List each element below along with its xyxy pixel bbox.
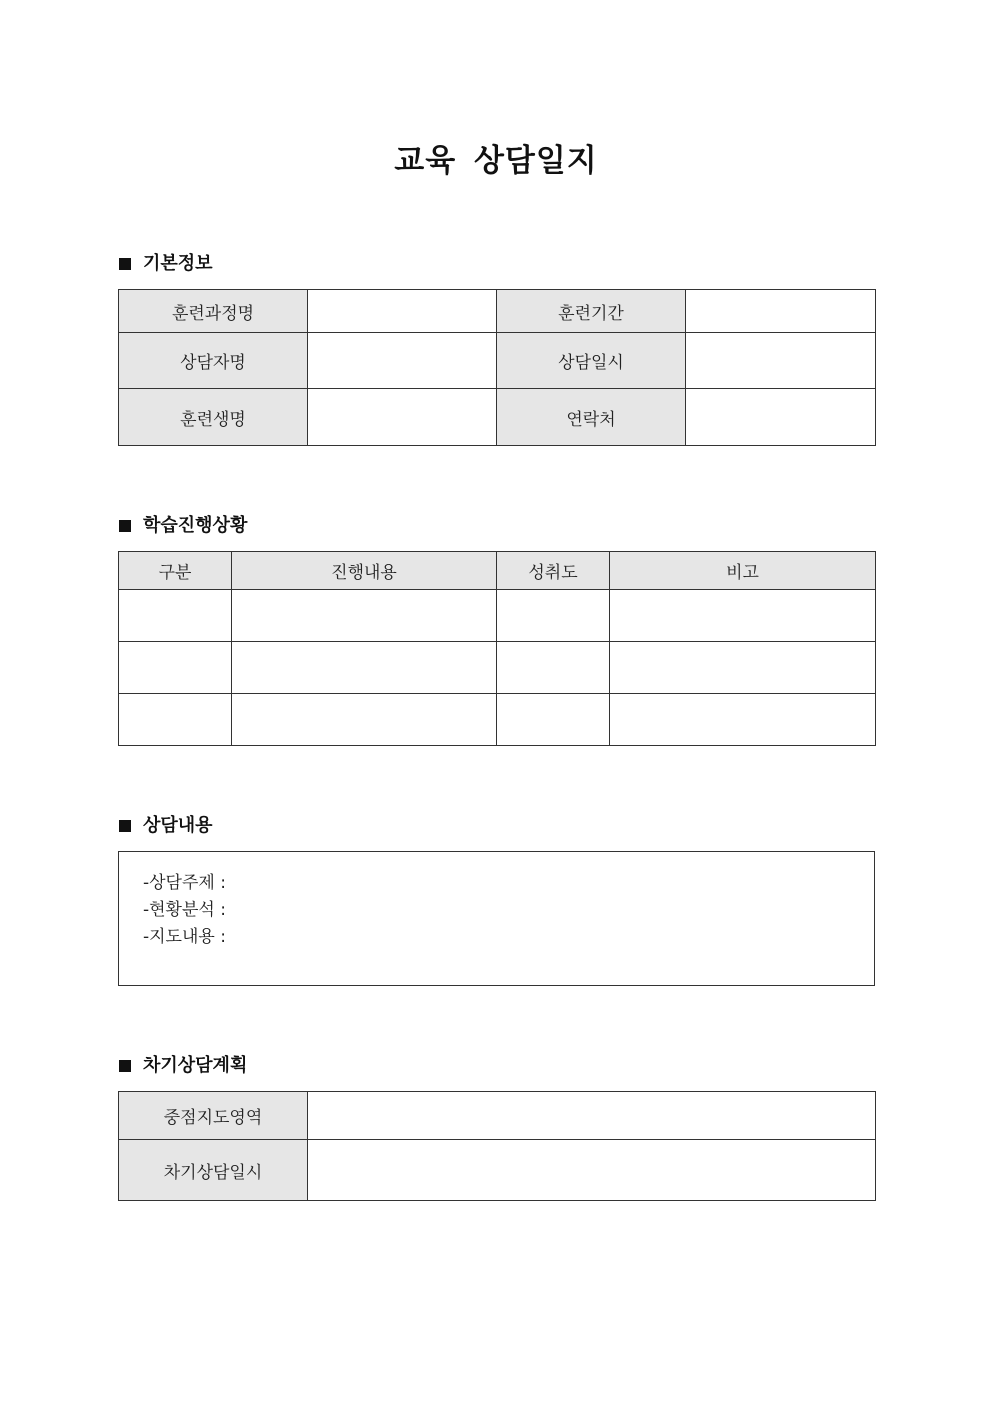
cell-category[interactable] [119,642,232,694]
cell-progress-content[interactable] [232,694,497,746]
guidance-content-line: -지도내용 : [143,927,226,947]
field-trainee-name[interactable] [308,389,497,446]
cell-achievement[interactable] [497,694,610,746]
label-trainee-name: 훈련생명 [119,389,308,446]
next-plan-table [118,1091,876,1201]
consultation-lines [143,870,226,951]
section-heading-basic-info [119,251,213,277]
table-row [119,694,876,746]
column-header-achievement: 성취도 [497,552,610,590]
section-heading-label: 기본정보 [143,253,213,274]
black-square-bullet-icon [119,820,131,832]
section-heading-label: 차기상담계획 [143,1055,248,1076]
cell-category[interactable] [119,694,232,746]
field-training-course[interactable] [308,290,497,333]
label-training-course: 훈련과정명 [119,290,308,333]
section-heading-consultation [119,813,213,839]
document-title: 교육 상담일지 [394,143,598,179]
table-row [119,333,876,389]
section-heading-label: 상담내용 [143,815,213,836]
cell-progress-content[interactable] [232,590,497,642]
black-square-bullet-icon [119,1060,131,1072]
section-heading-learning-progress [119,513,247,539]
table-header-row [119,552,876,590]
table-row [119,642,876,694]
black-square-bullet-icon [119,520,131,532]
field-contact[interactable] [686,389,876,446]
table-row [119,389,876,446]
consult-topic-line: -상담주제 : [143,873,226,893]
cell-achievement[interactable] [497,590,610,642]
cell-progress-content[interactable] [232,642,497,694]
section-heading-next-plan [119,1053,247,1079]
column-header-category: 구분 [119,552,232,590]
column-header-progress-content: 진행내용 [232,552,497,590]
section-heading-label: 학습진행상황 [143,515,248,536]
black-square-bullet-icon [119,258,131,270]
label-counselor-name: 상담자명 [119,333,308,389]
label-training-period: 훈련기간 [497,290,686,333]
label-contact: 연락처 [497,389,686,446]
table-row [119,290,876,333]
consultation-content-box[interactable] [118,851,875,986]
status-analysis-line: -현황분석 : [143,900,226,920]
label-consult-datetime: 상담일시 [497,333,686,389]
column-header-remarks: 비고 [610,552,876,590]
cell-remarks[interactable] [610,590,876,642]
label-focus-guidance-area: 중점지도영역 [119,1092,308,1140]
field-focus-guidance-area[interactable] [308,1092,876,1140]
field-next-consult-datetime[interactable] [308,1140,876,1201]
cell-category[interactable] [119,590,232,642]
table-row [119,1092,876,1140]
basic-info-table [118,289,876,446]
cell-remarks[interactable] [610,694,876,746]
learning-progress-table [118,551,876,746]
cell-remarks[interactable] [610,642,876,694]
field-counselor-name[interactable] [308,333,497,389]
field-consult-datetime[interactable] [686,333,876,389]
field-training-period[interactable] [686,290,876,333]
label-next-consult-datetime: 차기상담일시 [119,1140,308,1201]
cell-achievement[interactable] [497,642,610,694]
table-row [119,590,876,642]
table-row [119,1140,876,1201]
